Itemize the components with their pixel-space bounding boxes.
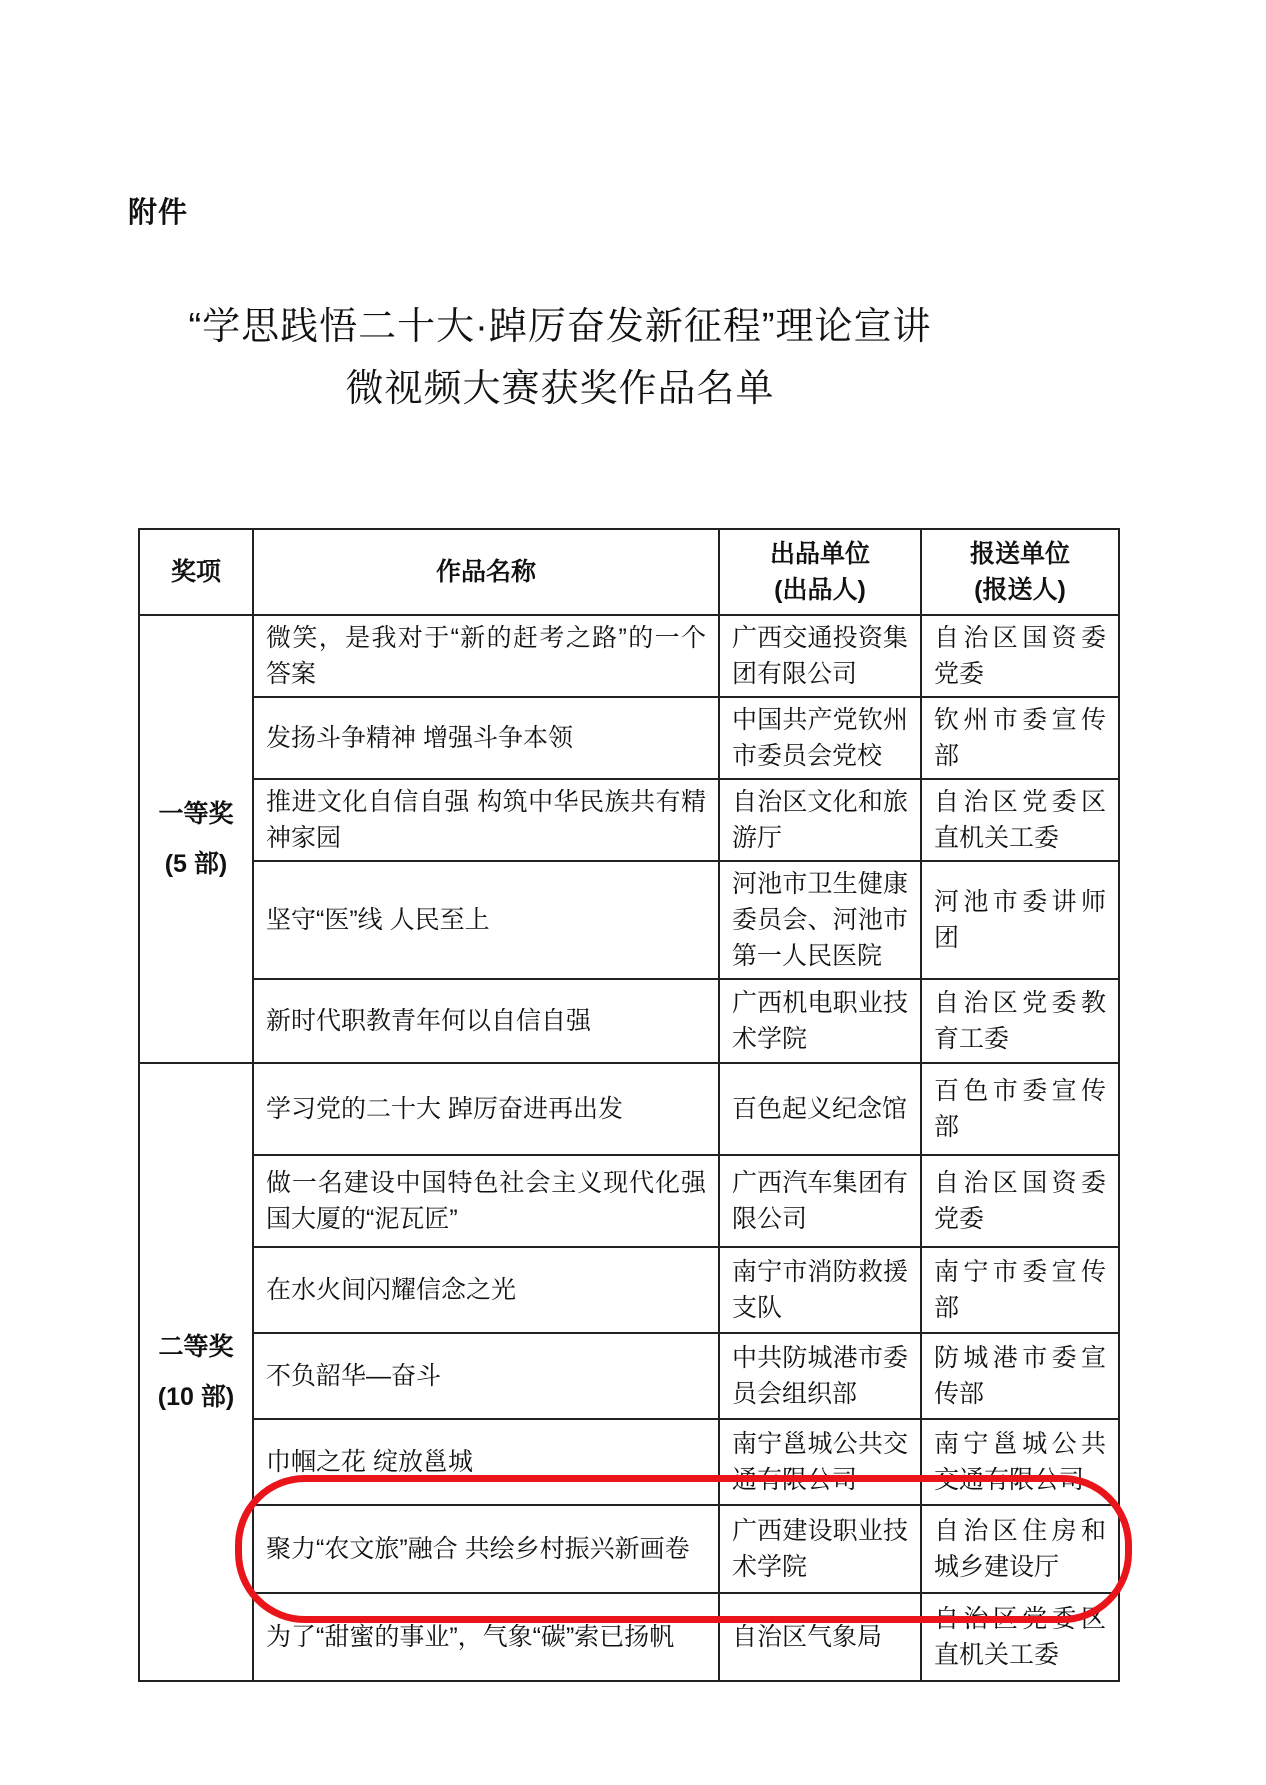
table-row <box>139 697 1119 779</box>
table-row <box>139 1063 1119 1155</box>
document-title <box>0 296 1120 420</box>
submitter-cell: 自治区党委教育工委 <box>921 979 1119 1063</box>
award-cell-second-prize: 二等奖 (10 部) <box>139 1063 253 1681</box>
header-producer: 出品单位 (出品人) <box>719 529 921 615</box>
document-title-line1: “学思践悟二十大·踔厉奋发新征程”理论宣讲 <box>188 306 932 348</box>
work-cell: 为了“甜蜜的事业”，气象“碳”索已扬帆 <box>253 1593 719 1681</box>
document-title-line2: 微视频大赛获奖作品名单 <box>345 368 775 410</box>
award-cell-first-prize: 一等奖 (5 部) <box>139 615 253 1063</box>
submitter-cell: 自治区党委区直机关工委 <box>921 1593 1119 1681</box>
work-cell: 坚守“医”线 人民至上 <box>253 861 719 979</box>
work-cell: 不负韶华—奋斗 <box>253 1333 719 1419</box>
producer-cell: 广西建设职业技术学院 <box>719 1505 921 1593</box>
submitter-cell: 防城港市委宣传部 <box>921 1333 1119 1419</box>
header-work: 作品名称 <box>253 529 719 615</box>
submitter-cell: 自治区党委区直机关工委 <box>921 779 1119 861</box>
producer-cell: 河池市卫生健康委员会、河池市第一人民医院 <box>719 861 921 979</box>
producer-cell: 中国共产党钦州市委员会党校 <box>719 697 921 779</box>
work-cell: 聚力“农文旅”融合 共绘乡村振兴新画卷 <box>253 1505 719 1593</box>
work-cell: 新时代职教青年何以自信自强 <box>253 979 719 1063</box>
table-row <box>139 1333 1119 1419</box>
header-award: 奖项 <box>139 529 253 615</box>
table-row <box>139 861 1119 979</box>
producer-cell: 自治区文化和旅游厅 <box>719 779 921 861</box>
submitter-cell: 河池市委讲师团 <box>921 861 1119 979</box>
work-cell: 微笑，是我对于“新的赶考之路”的一个答案 <box>253 615 719 697</box>
work-cell: 推进文化自信自强 构筑中华民族共有精神家园 <box>253 779 719 861</box>
producer-cell: 广西交通投资集团有限公司 <box>719 615 921 697</box>
table-row <box>139 1155 1119 1247</box>
submitter-cell: 自治区住房和城乡建设厅 <box>921 1505 1119 1593</box>
submitter-cell: 南宁市委宣传部 <box>921 1247 1119 1333</box>
table-row <box>139 1247 1119 1333</box>
work-cell: 在水火间闪耀信念之光 <box>253 1247 719 1333</box>
table-row <box>139 1419 1119 1505</box>
submitter-cell: 钦州市委宣传部 <box>921 697 1119 779</box>
producer-cell: 南宁市消防救援支队 <box>719 1247 921 1333</box>
producer-cell: 广西机电职业技术学院 <box>719 979 921 1063</box>
header-submitter: 报送单位 (报送人) <box>921 529 1119 615</box>
table-row <box>139 979 1119 1063</box>
work-cell: 发扬斗争精神 增强斗争本领 <box>253 697 719 779</box>
producer-cell: 百色起义纪念馆 <box>719 1063 921 1155</box>
submitter-cell: 百色市委宣传部 <box>921 1063 1119 1155</box>
table-row <box>139 615 1119 697</box>
attachment-label: 附件 <box>128 197 189 229</box>
submitter-cell: 自治区国资委党委 <box>921 1155 1119 1247</box>
producer-cell: 广西汽车集团有限公司 <box>719 1155 921 1247</box>
submitter-cell: 南宁邕城公共交通有限公司 <box>921 1419 1119 1505</box>
highlighted-row <box>139 1505 1119 1593</box>
work-cell: 学习党的二十大 踔厉奋进再出发 <box>253 1063 719 1155</box>
table-row <box>139 1593 1119 1681</box>
producer-cell: 南宁邕城公共交通有限公司 <box>719 1419 921 1505</box>
table-header-row <box>139 529 1119 615</box>
work-cell: 巾帼之花 绽放邕城 <box>253 1419 719 1505</box>
producer-cell: 自治区气象局 <box>719 1593 921 1681</box>
awards-table <box>138 528 1120 1682</box>
submitter-cell: 自治区国资委党委 <box>921 615 1119 697</box>
work-cell: 做一名建设中国特色社会主义现代化强国大厦的“泥瓦匠” <box>253 1155 719 1247</box>
producer-cell: 中共防城港市委员会组织部 <box>719 1333 921 1419</box>
table-row <box>139 779 1119 861</box>
